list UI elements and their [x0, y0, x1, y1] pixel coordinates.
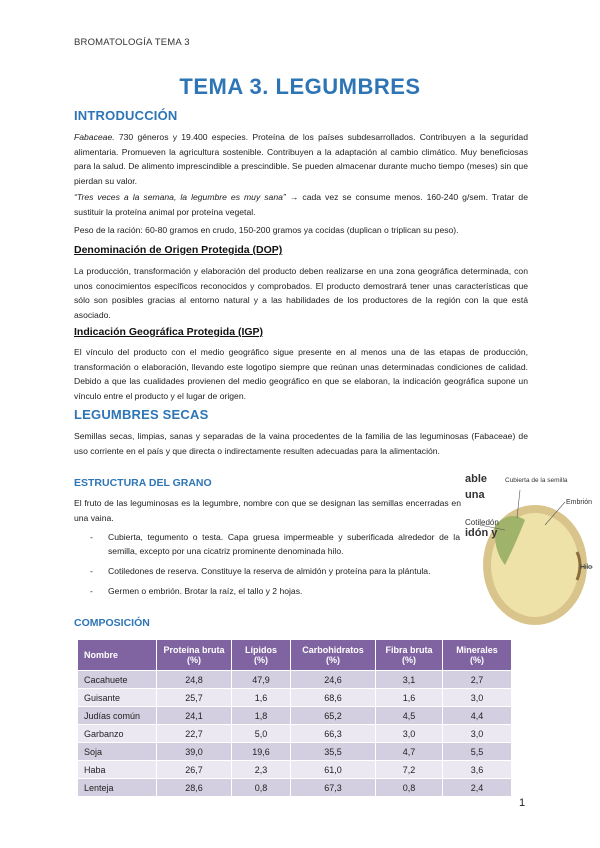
table-cell: 25,7: [157, 689, 232, 707]
table-cell: 24,8: [157, 671, 232, 689]
table-cell: 0,8: [232, 779, 291, 797]
table-cell: 66,3: [291, 725, 376, 743]
dop-paragraph: La producción, transformación y elaboración del producto deben realizarse en una zona geográfica determinada, con unos conocimientos específicos reconocidos y comprobados. El producto demostrará tener unas características que sólo son posibles gracias al entorno natural y a las habilidades de los productores de la región con la que está asociado.: [74, 266, 528, 320]
intro-p1-text: 730 géneros y 19.400 especies. Proteína de los países subdesarrollados. Contribuyen a la seguridad alimentaria. Promueven la agricultura sostenible. Contribuyen a la adaptación al cambio climático. Muy beneficiosas para la salud. De alimento imprescindible a prescindible. Se pueden almacenar durante mucho tiempo (meses) sin que pierdan su valor.: [74, 132, 528, 186]
intro-paragraph-1: [74, 130, 528, 188]
table-cell: 4,5: [376, 707, 443, 725]
table-row: [78, 707, 512, 725]
table-cell: Garbanzo: [78, 725, 157, 743]
table-cell: 2,4: [443, 779, 512, 797]
figure-fragment-3: Cotiledón: [465, 518, 499, 527]
table-cell: 5,5: [443, 743, 512, 761]
legumbres-secas-heading: LEGUMBRES SECAS: [74, 407, 209, 422]
page-number: 1: [519, 797, 526, 809]
table-cell: Cacahuete: [78, 671, 157, 689]
table-cell: 3,0: [376, 725, 443, 743]
table-cell: Lenteja: [78, 779, 157, 797]
list-item: - Cubierta, tegumento o testa. Capa gruesa impermeable y suberificada alrededor de la semilla, excepto por una cicatriz prominente denominada hilo.: [90, 530, 460, 558]
table-cell: 5,0: [232, 725, 291, 743]
table-header-row: [78, 640, 512, 671]
table-cell: 4,4: [443, 707, 512, 725]
table-cell: 35,5: [291, 743, 376, 761]
table-cell: 1,6: [376, 689, 443, 707]
table-cell: Haba: [78, 761, 157, 779]
table-cell: Guisante: [78, 689, 157, 707]
fabaceae-term: Fabaceae.: [74, 132, 115, 142]
col-carbohidratos: Carbohidratos (%): [291, 640, 376, 671]
table-row: [78, 761, 512, 779]
table-cell: 3,0: [443, 689, 512, 707]
seed-diagram: [465, 470, 600, 625]
table-cell: 47,9: [232, 671, 291, 689]
figure-fragment-1: able: [465, 473, 488, 485]
label-hilo: Hilo: [580, 564, 593, 571]
table-row: [78, 725, 512, 743]
table-cell: 26,7: [157, 761, 232, 779]
col-fibra: Fibra bruta (%): [376, 640, 443, 671]
table-cell: 1,6: [232, 689, 291, 707]
table-cell: 3,0: [443, 725, 512, 743]
intro-heading: INTRODUCCIÓN: [74, 108, 178, 123]
table-row: [78, 689, 512, 707]
table-cell: 68,6: [291, 689, 376, 707]
col-lipidos: Lípidos (%): [232, 640, 291, 671]
figure-fragment-4: idón y: [465, 527, 498, 539]
grain-parts-list: [90, 530, 460, 604]
label-cubierta: Cubierta de la semilla: [505, 477, 568, 484]
figure-fragment-2: una: [465, 489, 485, 501]
table-cell: 3,6: [443, 761, 512, 779]
table-cell: 22,7: [157, 725, 232, 743]
table-cell: 28,6: [157, 779, 232, 797]
table-cell: 19,6: [232, 743, 291, 761]
table-cell: 24,1: [157, 707, 232, 725]
table-cell: 4,7: [376, 743, 443, 761]
intro-paragraph-2: [74, 190, 528, 219]
table-cell: 61,0: [291, 761, 376, 779]
table-cell: Soja: [78, 743, 157, 761]
table-row: [78, 671, 512, 689]
table-row: [78, 743, 512, 761]
table-cell: 2,3: [232, 761, 291, 779]
estructura-grano-heading: ESTRUCTURA DEL GRANO: [74, 477, 212, 489]
table-cell: 67,3: [291, 779, 376, 797]
list-item: - Germen o embrión. Brotar la raíz, el tallo y 2 hojas.: [90, 584, 460, 598]
table-cell: 2,7: [443, 671, 512, 689]
igp-heading: Indicación Geográfica Protegida (IGP): [74, 326, 264, 338]
dop-heading: Denominación de Origen Protegida (DOP): [74, 244, 283, 256]
composition-table: [78, 640, 512, 796]
col-proteina: Proteína bruta (%): [157, 640, 232, 671]
intro-paragraph-3: Peso de la ración: 60-80 gramos en crudo, 150-200 gramos ya cocidas (duplican o triplican su peso).: [74, 225, 459, 235]
col-minerales: Minerales (%): [443, 640, 512, 671]
col-nombre: Nombre: [78, 640, 157, 671]
list-item: - Cotiledones de reserva. Constituye la reserva de almidón y proteína para la plántula.: [90, 564, 460, 578]
table-row: [78, 779, 512, 797]
table-cell: Judías común: [78, 707, 157, 725]
intro-p2-text: → cada vez se consume menos. 160-240 g/sem. Tratar de sustituir la proteína animal por proteína vegetal.: [74, 192, 528, 217]
table-cell: 0,8: [376, 779, 443, 797]
label-embrion: Embrión: [566, 499, 593, 506]
table-cell: 1,8: [232, 707, 291, 725]
page-title: TEMA 3. LEGUMBRES: [179, 74, 421, 99]
composicion-heading: COMPOSICIÓN: [74, 617, 150, 629]
table-cell: 39,0: [157, 743, 232, 761]
proverb-quote: “Tres veces a la semana, la legumbre es muy sana”: [74, 192, 286, 202]
table-cell: 24,6: [291, 671, 376, 689]
table-cell: 7,2: [376, 761, 443, 779]
running-header: BROMATOLOGÍA TEMA 3: [74, 37, 190, 48]
igp-paragraph: El vínculo del producto con el medio geográfico sigue presente en al menos una de las etapas de producción, transformación o elaboración, llevando este logotipo siempre que reúnan unas determinadas condiciones de calidad. Debido a que las cualidades provienen del medio geográfico en que se elaboran, la indicación geográfica supone un vínculo entre el producto y el lugar de origen.: [74, 347, 528, 401]
table-cell: 65,2: [291, 707, 376, 725]
table-cell: 3,1: [376, 671, 443, 689]
legumbres-secas-paragraph: Semillas secas, limpias, sanas y separadas de la vaina procedentes de la familia de las leguminosas (Fabaceae) de uso corriente en el país y que directa o indirectamente resulten adecuadas para la alimentación.: [74, 431, 528, 456]
estructura-grano-paragraph: El fruto de las leguminosas es la legumbre, nombre con que se designan las semillas encerradas en una vaina.: [74, 498, 461, 523]
